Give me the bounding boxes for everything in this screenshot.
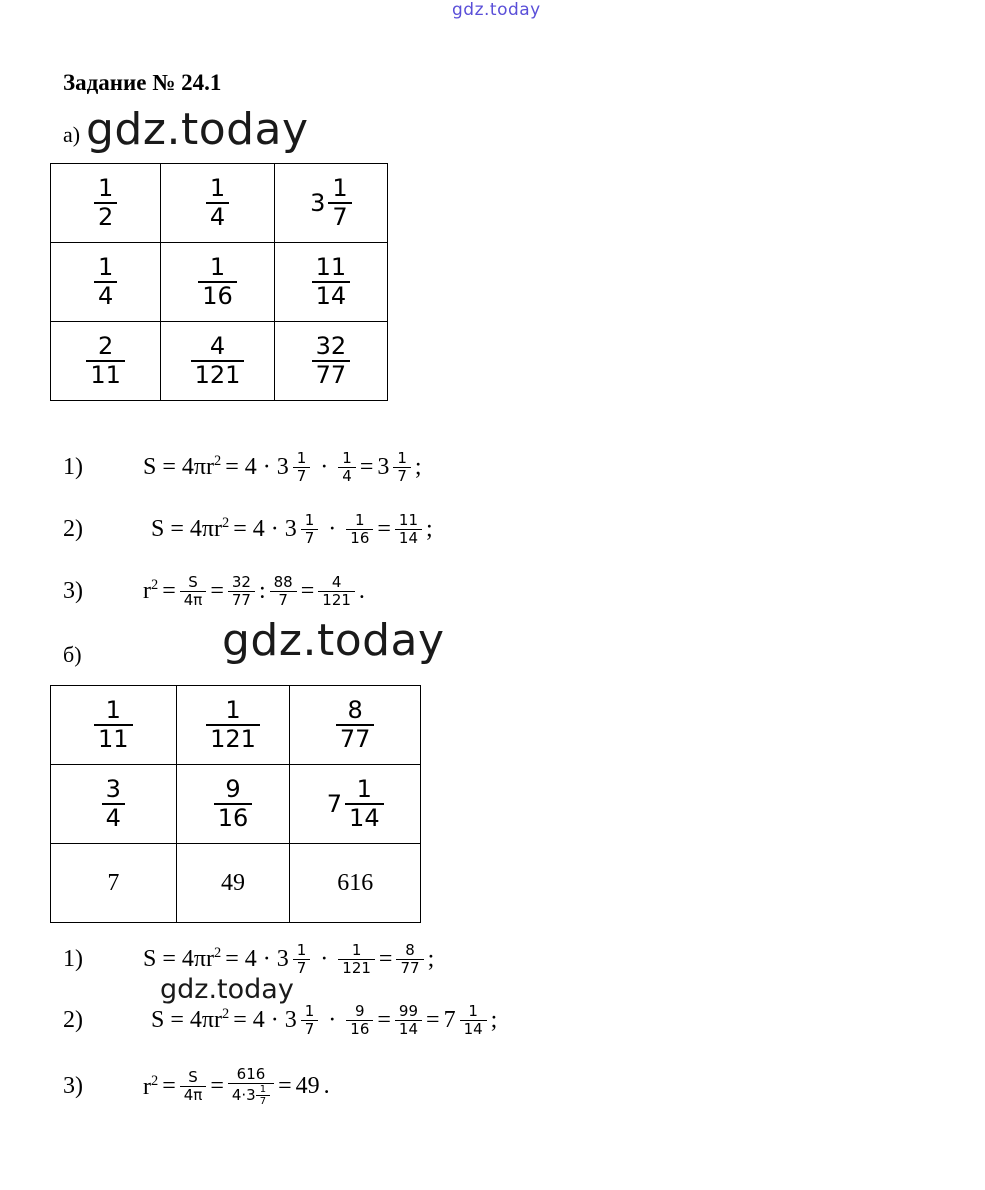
numerator: 616 (236, 1065, 266, 1083)
equals-sign: = (162, 577, 176, 604)
fraction (312, 254, 351, 310)
fraction (86, 333, 125, 389)
cell-value (94, 174, 117, 231)
denominator: 121 (322, 590, 351, 609)
fraction (180, 1069, 207, 1104)
denominator: 121 (194, 361, 241, 389)
whole-part: 7 (443, 1006, 456, 1033)
cell-value (94, 253, 117, 310)
fraction (338, 450, 356, 485)
table-cell (51, 844, 177, 923)
fraction (460, 1003, 487, 1038)
table-cell (176, 686, 290, 765)
fraction (214, 776, 253, 832)
equation (143, 574, 365, 609)
table-a (50, 163, 388, 401)
superscript: 2 (151, 1072, 159, 1089)
part-a-label: а) (63, 122, 81, 147)
numerator: 3 (105, 775, 121, 804)
fraction (228, 574, 255, 609)
whole-part: 3 (377, 453, 390, 480)
denominator: 77 (231, 590, 251, 609)
fraction (346, 512, 373, 547)
denominator: 14 (315, 282, 347, 310)
cell-value (214, 775, 253, 832)
fraction (94, 175, 117, 231)
task-title: Задание № 24.1 (63, 70, 222, 95)
step-number: 2) (63, 1006, 83, 1033)
cell-value (94, 696, 133, 753)
fraction (346, 1003, 373, 1038)
denominator: 4π (183, 590, 203, 609)
equation (151, 512, 433, 547)
numerator: 11 (398, 511, 419, 529)
table-b (50, 685, 421, 923)
cell-value (336, 696, 375, 753)
watermark-mid: gdz.today (160, 974, 294, 1005)
table-row (51, 765, 421, 844)
multiply: · (320, 945, 329, 972)
fraction (293, 450, 311, 485)
step-number: 3) (63, 577, 83, 604)
expression: = 4 · 3 (225, 453, 289, 480)
fraction (180, 574, 207, 609)
equals-sign: = (162, 1073, 176, 1100)
numerator: 1 (296, 941, 307, 959)
numerator: 1 (209, 174, 226, 203)
fraction (206, 175, 229, 231)
table-cell (161, 243, 274, 322)
fraction (256, 1084, 270, 1107)
fraction (293, 942, 311, 977)
numerator: 32 (315, 332, 347, 361)
denominator: 16 (202, 282, 233, 310)
numerator: 4 (209, 332, 226, 361)
multiply: · (328, 515, 337, 542)
table-cell (274, 322, 387, 401)
denominator: 7 (278, 590, 288, 609)
denominator: 16 (350, 528, 370, 547)
equals-sign: = (210, 1073, 224, 1100)
table-cell (290, 686, 421, 765)
equation (143, 1066, 330, 1107)
superscript: 2 (214, 453, 222, 470)
numerator: 2 (98, 332, 114, 361)
denominator: 7 (397, 466, 407, 485)
fraction (336, 697, 375, 753)
fraction (94, 254, 117, 310)
numerator: 1 (259, 1083, 267, 1095)
denominator: 14 (463, 1019, 483, 1038)
numerator: 9 (225, 775, 241, 804)
denominator: 14 (398, 1019, 419, 1038)
numerator: 32 (231, 573, 251, 591)
step-number: 1) (63, 453, 83, 480)
fraction (301, 1003, 319, 1038)
denominator: 16 (217, 804, 249, 832)
numerator: 1 (355, 511, 365, 529)
fraction (301, 512, 319, 547)
lhs: $S = 4\pi r^2$ (143, 453, 222, 481)
cell-value (312, 253, 351, 310)
superscript: 2 (222, 1006, 230, 1023)
equals-sign: = (300, 577, 315, 604)
fraction (198, 254, 237, 310)
cell-value (310, 174, 352, 231)
numerator: S (188, 1068, 198, 1087)
lhs: $r^2$ (143, 577, 159, 605)
multiply: · (320, 453, 329, 480)
denominator: 4·3 $\frac{1}{7}$ (228, 1084, 274, 1107)
punctuation: ; (414, 453, 422, 480)
fraction (396, 942, 423, 977)
cell-value: 7 (107, 869, 120, 896)
table-cell (51, 765, 177, 844)
step-number: 2) (63, 515, 83, 542)
numerator: 9 (355, 1002, 365, 1020)
table-cell (274, 164, 387, 243)
table-cell (176, 765, 290, 844)
table-cell (161, 164, 274, 243)
fraction (102, 776, 125, 832)
fraction (312, 333, 351, 389)
fraction (328, 175, 351, 231)
punctuation: . (323, 1073, 330, 1100)
denominator: 2 (98, 203, 114, 231)
lhs: $r^2$ (143, 1072, 159, 1100)
numerator: 1 (397, 449, 407, 467)
table-cell (176, 844, 290, 923)
table-cell (274, 243, 387, 322)
fraction (338, 942, 375, 977)
step-number: 3) (63, 1073, 83, 1100)
numerator: 88 (273, 573, 293, 591)
table-row (51, 844, 421, 923)
denominator: 4π (183, 1086, 203, 1105)
table-row (51, 322, 388, 401)
table-cell (51, 243, 161, 322)
cell-value: 616 (337, 869, 374, 896)
denominator: 7 (259, 1095, 267, 1107)
denominator: 7 (296, 958, 307, 977)
denominator: 11 (98, 725, 129, 753)
denominator: 11 (90, 361, 121, 389)
denominator: 77 (400, 958, 420, 977)
numerator: 1 (351, 941, 362, 959)
numerator: 8 (347, 696, 363, 725)
table-cell (290, 844, 421, 923)
denominator: 77 (339, 725, 371, 753)
solution-step (63, 1003, 497, 1038)
denominator: 14 (398, 528, 419, 547)
numerator: 8 (405, 941, 415, 959)
fraction (393, 450, 411, 485)
watermark-b: gdz.today (222, 615, 445, 666)
solution-step (63, 1066, 330, 1107)
numerator: 1 (356, 775, 372, 804)
table-cell (161, 322, 274, 401)
fraction (191, 333, 245, 389)
cell-value (102, 775, 125, 832)
equation (143, 450, 422, 485)
step-number: 1) (63, 945, 83, 972)
solution-step (63, 574, 365, 609)
denominator: 121 (210, 725, 256, 753)
numerator: 1 (225, 696, 241, 725)
superscript: 2 (214, 945, 222, 962)
cell-value (326, 775, 384, 832)
numerator: 1 (209, 253, 226, 282)
expression: = 4 · 3 (225, 945, 289, 972)
numerator: 1 (304, 511, 315, 529)
numerator: 1 (296, 449, 307, 467)
table-row (51, 686, 421, 765)
table-cell (51, 686, 177, 765)
punctuation: ; (427, 945, 435, 972)
watermark-a: gdz.today (86, 104, 309, 155)
numerator: S (188, 573, 198, 591)
equals-sign: = (378, 945, 393, 972)
fraction (395, 512, 422, 547)
denominator: 4 (105, 804, 121, 832)
numerator: 1 (342, 449, 352, 467)
numerator: 1 (304, 1002, 315, 1020)
cell-value: 49 (221, 869, 245, 896)
equation (143, 942, 434, 977)
fraction (318, 574, 355, 609)
superscript: 2 (151, 577, 159, 594)
fraction (206, 697, 260, 753)
numerator: 1 (98, 174, 114, 203)
solution-step (63, 942, 434, 977)
solution-step (63, 512, 433, 547)
numerator: 1 (105, 696, 121, 725)
table-cell (51, 164, 161, 243)
equals-sign: = (426, 1006, 440, 1033)
whole-part: 7 (326, 790, 343, 818)
colon: : (258, 577, 266, 604)
table-cell (51, 322, 161, 401)
superscript: 2 (222, 515, 230, 532)
equals-sign: = (377, 515, 391, 542)
punctuation: ; (490, 1006, 498, 1033)
table-row (51, 164, 388, 243)
expression: = 4 · 3 (233, 1006, 297, 1033)
punctuation: . (358, 577, 365, 604)
denominator: 4 (342, 466, 352, 485)
denominator: 4 (98, 282, 114, 310)
solution-step (63, 450, 422, 485)
punctuation: ; (426, 515, 433, 542)
lhs: $S = 4\pi r^2$ (151, 1006, 230, 1034)
denominator: 7 (304, 1019, 315, 1038)
table-row (51, 243, 388, 322)
denominator: 16 (350, 1019, 370, 1038)
expression: = 4 · 3 (233, 515, 297, 542)
numerator: 4 (331, 573, 342, 591)
lhs: $S = 4\pi r^2$ (151, 515, 230, 543)
lhs: $S = 4\pi r^2$ (143, 945, 222, 973)
denominator: 7 (332, 203, 348, 231)
denominator: 7 (296, 466, 307, 485)
part-b-label: б) (63, 642, 82, 667)
equals-sign: = (359, 453, 374, 480)
denominator: 4 (209, 203, 226, 231)
fraction (228, 1066, 274, 1107)
numerator: 1 (332, 174, 348, 203)
fraction (345, 776, 384, 832)
cell-value (191, 332, 245, 389)
fraction (94, 697, 133, 753)
watermark-top: gdz.today (452, 0, 541, 20)
result: 49 (295, 1073, 320, 1100)
cell-value (312, 332, 351, 389)
cell-value (86, 332, 125, 389)
equals-sign: = (278, 1073, 292, 1100)
multiply: · (328, 1006, 337, 1033)
cell-value (206, 696, 260, 753)
fraction (270, 574, 297, 609)
equals-sign: = (377, 1006, 391, 1033)
denominator: 14 (349, 804, 380, 832)
denominator: 7 (304, 528, 315, 547)
denominator: 77 (315, 361, 347, 389)
denominator: 121 (342, 958, 371, 977)
cell-value (198, 253, 237, 310)
table-cell (290, 765, 421, 844)
whole-part: 3 (310, 189, 326, 217)
fraction (395, 1003, 422, 1038)
cell-value (206, 174, 229, 231)
equals-sign: = (210, 577, 224, 604)
numerator: 1 (468, 1002, 478, 1020)
numerator: 99 (398, 1002, 419, 1020)
numerator: 11 (315, 253, 347, 282)
equation (151, 1003, 497, 1038)
numerator: 1 (98, 253, 114, 282)
